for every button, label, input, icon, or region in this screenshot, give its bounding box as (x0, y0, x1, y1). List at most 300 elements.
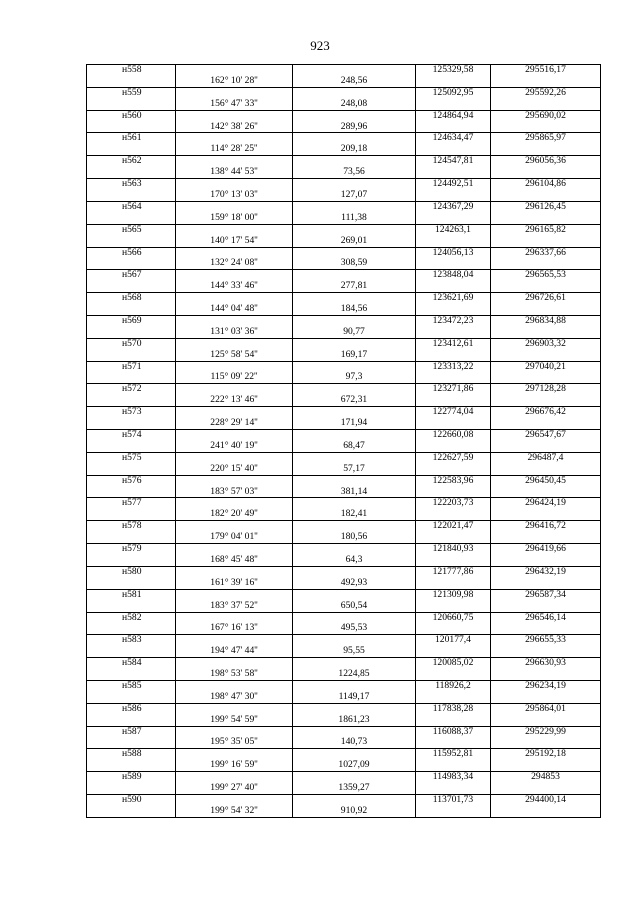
x-coordinate-cell: 124263,1 (416, 224, 491, 235)
empty-cell (293, 749, 416, 760)
empty-cell (416, 555, 491, 566)
empty-cell (176, 452, 293, 463)
length-cell: 180,56 (293, 532, 416, 543)
point-row (87, 635, 601, 646)
x-coordinate-cell: 125329,58 (416, 65, 491, 76)
point-id-cell: н570 (87, 338, 176, 349)
length-cell: 308,59 (293, 258, 416, 269)
empty-cell (176, 498, 293, 509)
x-coordinate-cell: 113701,73 (416, 795, 491, 806)
empty-cell (176, 749, 293, 760)
x-coordinate-cell: 114983,34 (416, 772, 491, 783)
length-cell: 672,31 (293, 395, 416, 406)
empty-cell (176, 156, 293, 167)
x-coordinate-cell: 116088,37 (416, 726, 491, 737)
empty-cell (87, 327, 176, 338)
length-cell: 182,41 (293, 509, 416, 520)
empty-cell (293, 452, 416, 463)
segment-row (87, 350, 601, 361)
empty-cell (87, 487, 176, 498)
empty-cell (176, 315, 293, 326)
y-coordinate-cell: 296655,33 (491, 635, 601, 646)
direction-angle-cell: 222° 13' 46'' (176, 395, 293, 406)
empty-cell (87, 167, 176, 178)
empty-cell (416, 122, 491, 133)
point-row (87, 201, 601, 212)
length-cell: 127,07 (293, 190, 416, 201)
empty-cell (491, 167, 601, 178)
x-coordinate-cell: 123848,04 (416, 270, 491, 281)
empty-cell (87, 646, 176, 657)
x-coordinate-cell: 124492,51 (416, 179, 491, 190)
empty-cell (176, 726, 293, 737)
direction-angle-cell: 144° 04' 48'' (176, 304, 293, 315)
empty-cell (176, 795, 293, 806)
direction-angle-cell: 199° 16' 59'' (176, 760, 293, 771)
point-id-cell: н566 (87, 247, 176, 258)
segment-row (87, 304, 601, 315)
x-coordinate-cell: 122627,59 (416, 452, 491, 463)
empty-cell (416, 578, 491, 589)
point-id-cell: н574 (87, 430, 176, 441)
empty-cell (87, 623, 176, 634)
x-coordinate-cell: 121840,93 (416, 544, 491, 555)
point-id-cell: н589 (87, 772, 176, 783)
empty-cell (176, 133, 293, 144)
segment-row (87, 258, 601, 269)
direction-angle-cell: 198° 47' 30'' (176, 692, 293, 703)
length-cell: 248,56 (293, 76, 416, 87)
point-id-cell: н571 (87, 361, 176, 372)
empty-cell (293, 589, 416, 600)
empty-cell (416, 509, 491, 520)
empty-cell (416, 258, 491, 269)
empty-cell (491, 509, 601, 520)
empty-cell (293, 544, 416, 555)
y-coordinate-cell: 295865,97 (491, 133, 601, 144)
empty-cell (416, 441, 491, 452)
empty-cell (176, 680, 293, 691)
length-cell: 277,81 (293, 281, 416, 292)
length-cell: 495,53 (293, 623, 416, 634)
empty-cell (491, 327, 601, 338)
direction-angle-cell: 168° 45' 48'' (176, 555, 293, 566)
point-id-cell: н578 (87, 521, 176, 532)
empty-cell (491, 669, 601, 680)
segment-row (87, 372, 601, 383)
y-coordinate-cell: 296546,14 (491, 612, 601, 623)
empty-cell (176, 65, 293, 76)
empty-cell (416, 281, 491, 292)
y-coordinate-cell: 296487,4 (491, 452, 601, 463)
empty-cell (293, 87, 416, 98)
length-cell: 1359,27 (293, 783, 416, 794)
length-cell: 269,01 (293, 236, 416, 247)
segment-row (87, 646, 601, 657)
empty-cell (87, 532, 176, 543)
empty-cell (416, 464, 491, 475)
empty-cell (491, 555, 601, 566)
empty-cell (87, 509, 176, 520)
empty-cell (293, 521, 416, 532)
empty-cell (87, 213, 176, 224)
direction-angle-cell: 140° 17' 54'' (176, 236, 293, 247)
y-coordinate-cell: 295229,99 (491, 726, 601, 737)
length-cell: 140,73 (293, 737, 416, 748)
empty-cell (293, 65, 416, 76)
direction-angle-cell: 183° 37' 52'' (176, 601, 293, 612)
point-row (87, 361, 601, 372)
empty-cell (176, 635, 293, 646)
empty-cell (293, 612, 416, 623)
empty-cell (87, 76, 176, 87)
point-row (87, 475, 601, 486)
length-cell: 910,92 (293, 806, 416, 817)
x-coordinate-cell: 121309,98 (416, 589, 491, 600)
empty-cell (87, 372, 176, 383)
empty-cell (491, 190, 601, 201)
empty-cell (416, 144, 491, 155)
empty-cell (176, 247, 293, 258)
length-cell: 90,77 (293, 327, 416, 338)
empty-cell (87, 99, 176, 110)
empty-cell (293, 384, 416, 395)
x-coordinate-cell: 117838,28 (416, 703, 491, 714)
x-coordinate-cell: 124056,13 (416, 247, 491, 258)
empty-cell (176, 87, 293, 98)
empty-cell (87, 258, 176, 269)
point-row (87, 65, 601, 76)
empty-cell (491, 258, 601, 269)
segment-row (87, 532, 601, 543)
point-row (87, 156, 601, 167)
empty-cell (416, 532, 491, 543)
direction-angle-cell: 198° 53' 58'' (176, 669, 293, 680)
y-coordinate-cell: 296432,19 (491, 566, 601, 577)
x-coordinate-cell: 124634,47 (416, 133, 491, 144)
segment-row (87, 760, 601, 771)
empty-cell (491, 487, 601, 498)
point-id-cell: н581 (87, 589, 176, 600)
empty-cell (87, 760, 176, 771)
point-id-cell: н560 (87, 110, 176, 121)
empty-cell (416, 487, 491, 498)
length-cell: 1027,09 (293, 760, 416, 771)
direction-angle-cell: 162° 10' 28'' (176, 76, 293, 87)
empty-cell (416, 692, 491, 703)
point-row (87, 430, 601, 441)
x-coordinate-cell: 118926,2 (416, 680, 491, 691)
point-row (87, 407, 601, 418)
direction-angle-cell: 125° 58' 54'' (176, 350, 293, 361)
point-row (87, 726, 601, 737)
empty-cell (416, 99, 491, 110)
direction-angle-cell: 194° 47' 44'' (176, 646, 293, 657)
x-coordinate-cell: 123472,23 (416, 315, 491, 326)
point-row (87, 270, 601, 281)
point-id-cell: н565 (87, 224, 176, 235)
segment-row (87, 144, 601, 155)
y-coordinate-cell: 295592,26 (491, 87, 601, 98)
segment-row (87, 190, 601, 201)
x-coordinate-cell: 115952,81 (416, 749, 491, 760)
empty-cell (491, 350, 601, 361)
empty-cell (293, 726, 416, 737)
empty-cell (176, 544, 293, 555)
empty-cell (491, 601, 601, 612)
direction-angle-cell: 220° 15' 40'' (176, 464, 293, 475)
y-coordinate-cell: 295690,02 (491, 110, 601, 121)
empty-cell (293, 361, 416, 372)
length-cell: 57,17 (293, 464, 416, 475)
empty-cell (87, 281, 176, 292)
point-row (87, 179, 601, 190)
empty-cell (293, 772, 416, 783)
segment-row (87, 783, 601, 794)
point-row (87, 566, 601, 577)
empty-cell (176, 110, 293, 121)
y-coordinate-cell: 296726,61 (491, 293, 601, 304)
point-row (87, 612, 601, 623)
empty-cell (176, 407, 293, 418)
point-row (87, 749, 601, 760)
empty-cell (416, 190, 491, 201)
point-id-cell: н587 (87, 726, 176, 737)
length-cell: 184,56 (293, 304, 416, 315)
empty-cell (491, 281, 601, 292)
x-coordinate-cell: 124367,29 (416, 201, 491, 212)
direction-angle-cell: 114° 28' 25'' (176, 144, 293, 155)
empty-cell (416, 715, 491, 726)
empty-cell (293, 247, 416, 258)
empty-cell (491, 76, 601, 87)
empty-cell (87, 669, 176, 680)
point-row (87, 544, 601, 555)
empty-cell (176, 430, 293, 441)
empty-cell (293, 703, 416, 714)
segment-row (87, 441, 601, 452)
point-row (87, 247, 601, 258)
empty-cell (491, 578, 601, 589)
segment-row (87, 509, 601, 520)
length-cell: 1149,17 (293, 692, 416, 703)
y-coordinate-cell: 296126,45 (491, 201, 601, 212)
point-id-cell: н583 (87, 635, 176, 646)
direction-angle-cell: 199° 54' 32'' (176, 806, 293, 817)
point-row (87, 589, 601, 600)
segment-row (87, 806, 601, 817)
y-coordinate-cell: 295192,18 (491, 749, 601, 760)
empty-cell (491, 372, 601, 383)
empty-cell (491, 715, 601, 726)
point-id-cell: н582 (87, 612, 176, 623)
empty-cell (176, 270, 293, 281)
empty-cell (416, 76, 491, 87)
x-coordinate-cell: 123271,86 (416, 384, 491, 395)
direction-angle-cell: 228° 29' 14'' (176, 418, 293, 429)
empty-cell (491, 144, 601, 155)
point-id-cell: н564 (87, 201, 176, 212)
empty-cell (176, 361, 293, 372)
empty-cell (491, 532, 601, 543)
empty-cell (87, 144, 176, 155)
point-row (87, 315, 601, 326)
length-cell: 248,08 (293, 99, 416, 110)
direction-angle-cell: 167° 16' 13'' (176, 623, 293, 634)
empty-cell (491, 304, 601, 315)
direction-angle-cell: 183° 57' 03'' (176, 487, 293, 498)
empty-cell (416, 395, 491, 406)
direction-angle-cell: 195° 35' 05'' (176, 737, 293, 748)
length-cell: 650,54 (293, 601, 416, 612)
y-coordinate-cell: 296104,86 (491, 179, 601, 190)
coordinates-table (86, 64, 601, 818)
x-coordinate-cell: 122203,73 (416, 498, 491, 509)
empty-cell (293, 338, 416, 349)
empty-cell (293, 658, 416, 669)
direction-angle-cell: 170° 13' 03'' (176, 190, 293, 201)
empty-cell (87, 236, 176, 247)
empty-cell (87, 350, 176, 361)
length-cell: 492,93 (293, 578, 416, 589)
point-id-cell: н588 (87, 749, 176, 760)
coordinates-table-body (87, 65, 601, 818)
segment-row (87, 669, 601, 680)
empty-cell (491, 737, 601, 748)
empty-cell (176, 338, 293, 349)
empty-cell (87, 441, 176, 452)
empty-cell (293, 680, 416, 691)
y-coordinate-cell: 297128,28 (491, 384, 601, 395)
y-coordinate-cell: 296834,88 (491, 315, 601, 326)
point-row (87, 703, 601, 714)
empty-cell (87, 555, 176, 566)
empty-cell (416, 167, 491, 178)
empty-cell (416, 213, 491, 224)
segment-row (87, 737, 601, 748)
segment-row (87, 281, 601, 292)
y-coordinate-cell: 296903,32 (491, 338, 601, 349)
empty-cell (176, 475, 293, 486)
empty-cell (293, 566, 416, 577)
segment-row (87, 623, 601, 634)
point-id-cell: н584 (87, 658, 176, 669)
empty-cell (176, 612, 293, 623)
segment-row (87, 487, 601, 498)
y-coordinate-cell: 295864,01 (491, 703, 601, 714)
empty-cell (416, 350, 491, 361)
x-coordinate-cell: 122021,47 (416, 521, 491, 532)
direction-angle-cell: 241° 40' 19'' (176, 441, 293, 452)
empty-cell (491, 646, 601, 657)
length-cell: 381,14 (293, 487, 416, 498)
empty-cell (293, 315, 416, 326)
x-coordinate-cell: 123313,22 (416, 361, 491, 372)
empty-cell (87, 304, 176, 315)
x-coordinate-cell: 123412,61 (416, 338, 491, 349)
y-coordinate-cell: 296424,19 (491, 498, 601, 509)
direction-angle-cell: 199° 27' 40'' (176, 783, 293, 794)
y-coordinate-cell: 296419,66 (491, 544, 601, 555)
x-coordinate-cell: 124547,81 (416, 156, 491, 167)
length-cell: 68,47 (293, 441, 416, 452)
empty-cell (87, 418, 176, 429)
y-coordinate-cell: 296630,93 (491, 658, 601, 669)
point-id-cell: н577 (87, 498, 176, 509)
length-cell: 111,38 (293, 213, 416, 224)
segment-row (87, 213, 601, 224)
empty-cell (87, 783, 176, 794)
empty-cell (176, 384, 293, 395)
empty-cell (176, 293, 293, 304)
empty-cell (491, 464, 601, 475)
empty-cell (491, 806, 601, 817)
length-cell: 97,3 (293, 372, 416, 383)
empty-cell (416, 783, 491, 794)
y-coordinate-cell: 296565,53 (491, 270, 601, 281)
empty-cell (293, 156, 416, 167)
length-cell: 169,17 (293, 350, 416, 361)
empty-cell (176, 201, 293, 212)
segment-row (87, 555, 601, 566)
point-row (87, 795, 601, 806)
segment-row (87, 167, 601, 178)
x-coordinate-cell: 125092,95 (416, 87, 491, 98)
x-coordinate-cell: 123621,69 (416, 293, 491, 304)
x-coordinate-cell: 124864,94 (416, 110, 491, 121)
point-row (87, 110, 601, 121)
empty-cell (293, 201, 416, 212)
empty-cell (416, 327, 491, 338)
point-id-cell: н562 (87, 156, 176, 167)
empty-cell (491, 418, 601, 429)
length-cell: 1224,85 (293, 669, 416, 680)
point-id-cell: н579 (87, 544, 176, 555)
point-row (87, 772, 601, 783)
empty-cell (491, 783, 601, 794)
length-cell: 73,56 (293, 167, 416, 178)
direction-angle-cell: 182° 20' 49'' (176, 509, 293, 520)
length-cell: 1861,23 (293, 715, 416, 726)
empty-cell (491, 395, 601, 406)
empty-cell (293, 407, 416, 418)
empty-cell (176, 521, 293, 532)
empty-cell (176, 224, 293, 235)
segment-row (87, 418, 601, 429)
empty-cell (87, 601, 176, 612)
segment-row (87, 395, 601, 406)
empty-cell (416, 669, 491, 680)
direction-angle-cell: 131° 03' 36'' (176, 327, 293, 338)
point-row (87, 498, 601, 509)
direction-angle-cell: 159° 18' 00'' (176, 213, 293, 224)
x-coordinate-cell: 120660,75 (416, 612, 491, 623)
y-coordinate-cell: 296416,72 (491, 521, 601, 532)
empty-cell (293, 224, 416, 235)
x-coordinate-cell: 122660,08 (416, 430, 491, 441)
point-id-cell: н572 (87, 384, 176, 395)
empty-cell (416, 236, 491, 247)
segment-row (87, 578, 601, 589)
y-coordinate-cell: 294400,14 (491, 795, 601, 806)
point-id-cell: н590 (87, 795, 176, 806)
empty-cell (416, 646, 491, 657)
empty-cell (416, 372, 491, 383)
length-cell: 64,3 (293, 555, 416, 566)
y-coordinate-cell: 296337,66 (491, 247, 601, 258)
empty-cell (87, 737, 176, 748)
empty-cell (293, 635, 416, 646)
